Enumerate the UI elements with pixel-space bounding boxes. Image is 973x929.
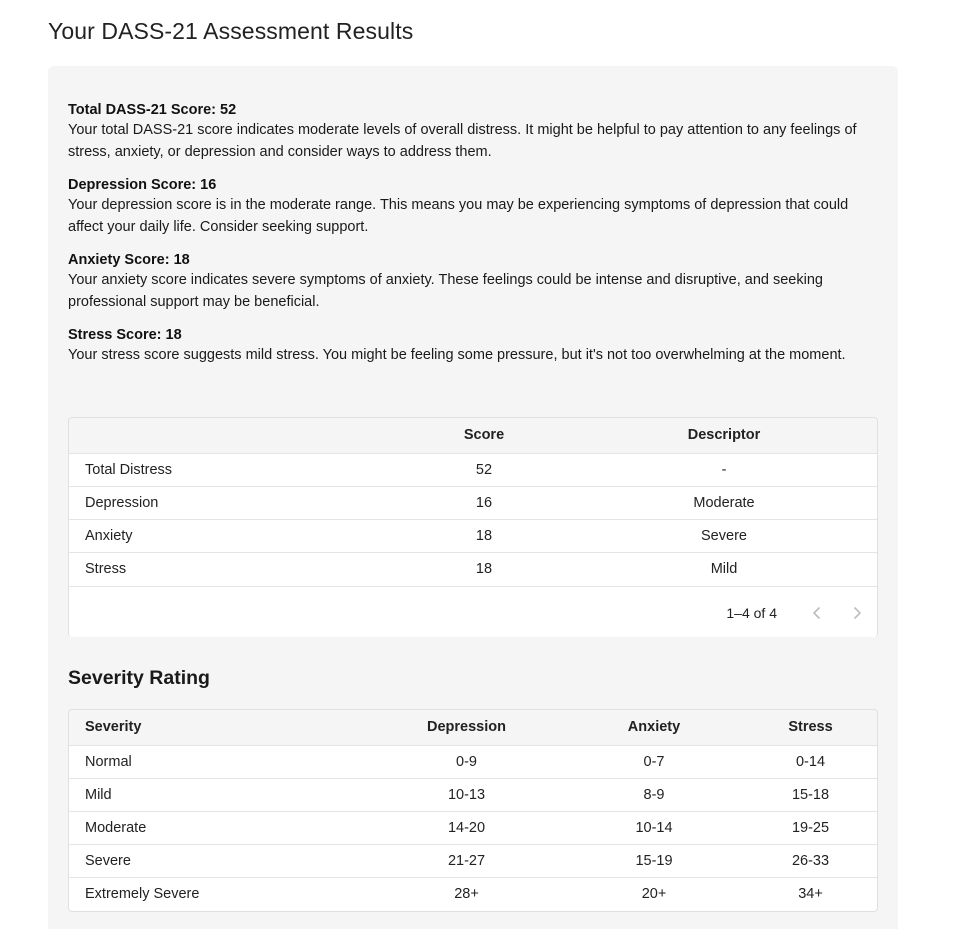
table-cell: 14-20	[447, 819, 486, 836]
score-summary	[68, 100, 880, 379]
summary-text: Your anxiety score indicates severe symptoms of anxiety. These feelings could be intense and disruptive, and seeking professional support may be beneficial.	[68, 272, 823, 310]
table-cell: 18	[475, 560, 493, 577]
table-cell	[849, 519, 877, 552]
table-cell: Normal	[85, 753, 132, 770]
table-pagination	[69, 586, 878, 637]
table-cell: 26-33	[791, 852, 830, 869]
table-row[interactable]	[69, 745, 877, 778]
table-cell: 20+	[641, 885, 667, 902]
table-cell: 0-14	[795, 753, 826, 770]
table-row[interactable]	[69, 844, 877, 877]
severity-table	[69, 710, 877, 910]
table-cell	[849, 453, 877, 486]
summary-text: Your stress score suggests mild stress. You might be feeling some pressure, but it's not too overwhelming at the moment.	[68, 347, 846, 363]
table-cell: -	[721, 461, 727, 478]
summary-depression	[68, 175, 880, 238]
page-title: Your DASS-21 Assessment Results	[48, 18, 414, 44]
column-header-stress[interactable]: Stress	[788, 719, 833, 736]
table-cell: 15-19	[635, 852, 673, 869]
summary-text: Your total DASS-21 score indicates moderate levels of overall distress. It might be helpful to pay attention to any feelings of stress, anxiety, or depression and consider ways to address them.	[68, 122, 857, 160]
table-cell: 52	[475, 461, 493, 478]
table-cell: 10-14	[635, 819, 673, 836]
table-cell: Depression	[85, 494, 159, 511]
summary-total	[68, 100, 880, 163]
summary-heading: Anxiety Score: 18	[68, 252, 190, 268]
scores-table-card	[68, 417, 878, 637]
table-cell: Anxiety	[85, 527, 133, 544]
scores-table	[69, 418, 877, 585]
summary-stress	[68, 325, 880, 367]
table-cell: 8-9	[643, 786, 665, 803]
table-cell: Severe	[85, 852, 131, 869]
table-row[interactable]	[69, 519, 877, 552]
table-cell: 0-7	[643, 753, 665, 770]
column-header-metric[interactable]	[69, 418, 369, 453]
table-cell: 18	[475, 527, 493, 544]
table-row[interactable]	[69, 552, 877, 585]
table-cell: 10-13	[447, 786, 486, 803]
table-cell: Total Distress	[85, 461, 173, 478]
table-cell: Mild	[85, 786, 112, 803]
summary-heading: Total DASS-21 Score: 52	[68, 102, 237, 118]
chevron-right-icon[interactable]	[845, 601, 869, 625]
table-cell: Severe	[701, 527, 747, 544]
summary-anxiety	[68, 250, 880, 313]
severity-rating-title: Severity Rating	[68, 667, 210, 689]
table-row[interactable]	[69, 778, 877, 811]
table-cell	[849, 486, 877, 519]
table-cell: Moderate	[85, 819, 147, 836]
results-panel	[48, 66, 898, 929]
chevron-left-icon[interactable]	[805, 601, 829, 625]
summary-heading: Depression Score: 16	[68, 177, 217, 193]
table-cell: 34+	[798, 885, 823, 902]
table-cell: Stress	[85, 560, 127, 577]
table-cell: 15-18	[791, 786, 830, 803]
column-header-spacer	[849, 418, 877, 453]
table-cell: 19-25	[791, 819, 830, 836]
pagination-range: 1–4 of 4	[726, 605, 777, 621]
table-header-row	[69, 710, 877, 745]
severity-table-card	[68, 709, 878, 912]
table-cell: Extremely Severe	[85, 885, 200, 902]
table-cell: Mild	[710, 560, 738, 577]
table-row[interactable]	[69, 877, 877, 910]
column-header-severity[interactable]: Severity	[85, 719, 142, 736]
table-cell: 16	[475, 494, 493, 511]
table-cell: 0-9	[456, 753, 477, 770]
table-cell	[849, 552, 877, 585]
column-header-depression[interactable]: Depression	[427, 719, 506, 736]
table-header-row	[69, 418, 877, 453]
table-row[interactable]	[69, 486, 877, 519]
table-row[interactable]	[69, 453, 877, 486]
column-header-descriptor[interactable]: Descriptor	[687, 427, 761, 444]
summary-text: Your depression score is in the moderate range. This means you may be experiencing symptoms of depression that could affect your daily life. Consider seeking support.	[68, 197, 849, 235]
column-header-score[interactable]: Score	[463, 427, 505, 444]
table-row[interactable]	[69, 811, 877, 844]
table-cell: 28+	[454, 885, 479, 902]
column-header-anxiety[interactable]: Anxiety	[627, 719, 681, 736]
table-cell: Moderate	[693, 494, 755, 511]
summary-heading: Stress Score: 18	[68, 327, 182, 343]
table-cell: 21-27	[447, 852, 486, 869]
